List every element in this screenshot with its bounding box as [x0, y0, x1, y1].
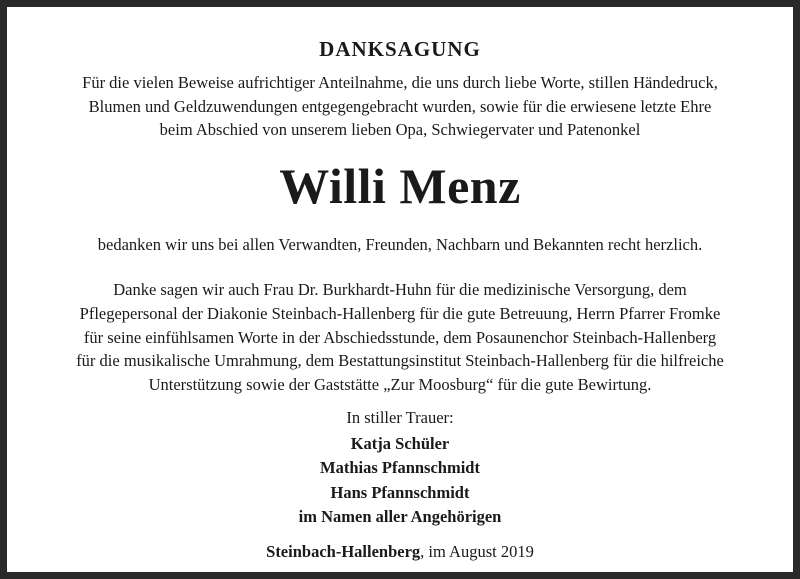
- thanks-line: bedanken wir uns bei allen Verwandten, Freunden, Nachbarn und Bekannten recht herzlich.: [97, 235, 703, 254]
- signer-name: Mathias Pfannschmidt: [320, 458, 480, 478]
- detail-line: Danke sagen wir auch Frau Dr. Burkhardt-Huhn für die medizinische Versorgung, dem: [113, 280, 687, 299]
- footer-place: Steinbach-Hallenberg: [266, 542, 421, 561]
- intro-paragraph: [7, 71, 793, 142]
- signer-name: im Namen aller Angehörigen: [298, 506, 502, 526]
- signer-name: Hans Pfannschmidt: [330, 482, 470, 502]
- intro-line: Blumen und Geldzuwendungen entgegengebracht wurden, sowie für die erwiesene letzte Ehre: [88, 96, 712, 116]
- detail-line: für seine einfühlsamen Worte in der Abschiedsstunde, dem Posaunenchor Steinbach-Hallenberg: [83, 327, 717, 347]
- detail-line: Pflegepersonal der Diakonie Steinbach-Hallenberg für die gute Betreuung, Herrn Pfarrer Fromke: [79, 303, 721, 323]
- intro-line: Für die vielen Beweise aufrichtiger Anteilnahme, die uns durch liebe Worte, stillen Händedruck,: [82, 73, 718, 92]
- place-date-line: [7, 540, 793, 564]
- notice-heading: DANKSAGUNG: [319, 37, 481, 61]
- detail-line: für die musikalische Umrahmung, dem Bestattungsinstitut Steinbach-Hallenberg für die hilfreiche: [76, 351, 724, 371]
- detail-paragraph: [7, 278, 793, 397]
- detail-line: Unterstützung sowie der Gaststätte „Zur Moosburg“ für die gute Bewirtung.: [148, 375, 652, 395]
- signer-name: Katja Schüler: [350, 434, 450, 453]
- mourning-label: In stiller Trauer:: [346, 408, 454, 427]
- footer-date: , im August 2019: [420, 542, 534, 561]
- intro-line: beim Abschied von unserem lieben Opa, Schwiegervater und Patenonkel: [159, 120, 641, 139]
- signers-list: [7, 432, 793, 529]
- deceased-name: Willi Menz: [279, 158, 521, 214]
